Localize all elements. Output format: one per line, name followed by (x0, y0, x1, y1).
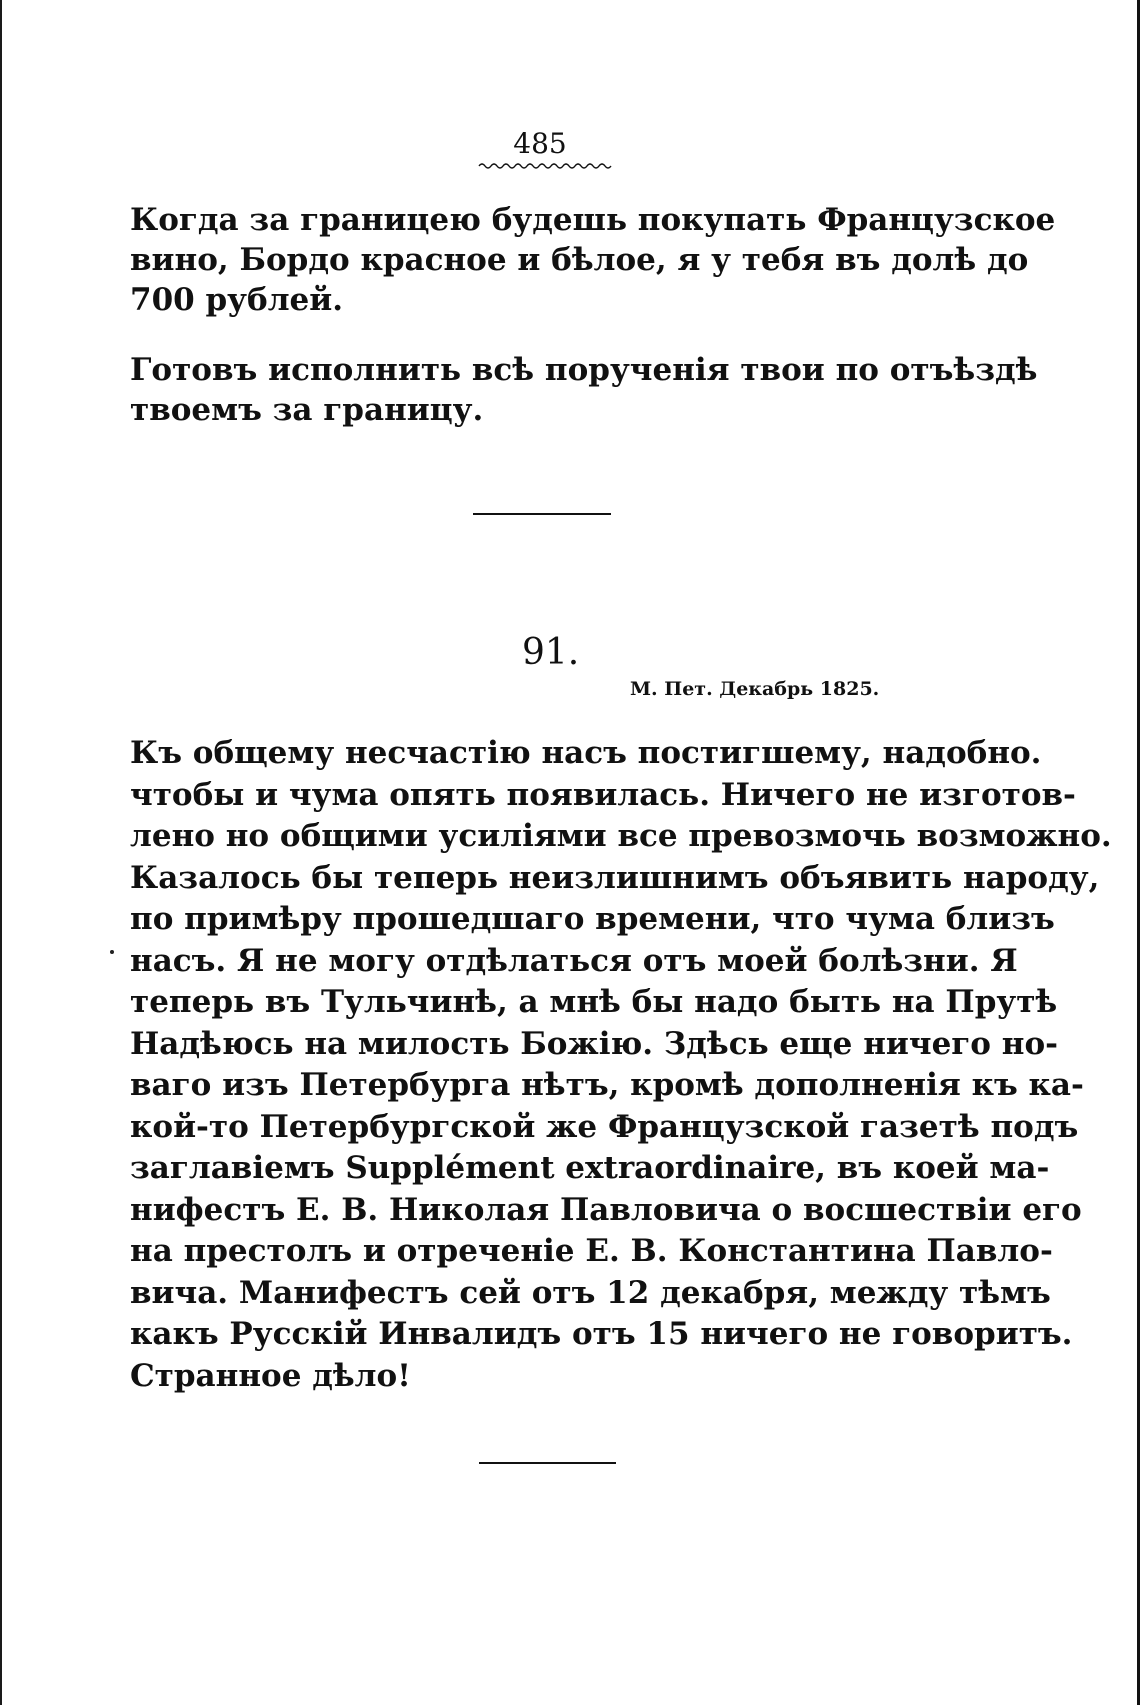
text-line: теперь въ Тульчинѣ, а мнѣ бы надо быть на Прутѣ (130, 984, 1058, 1020)
text-line: вино, Бордо красное и бѣлое, я у тебя въ долѣ до (130, 242, 1029, 278)
text-line: на престолъ и отреченіе Е. В. Константина Павло- (130, 1233, 1053, 1269)
letter-body (130, 733, 1112, 1397)
text-line: нифестъ Е. В. Николая Павловича о восшествіи его (130, 1191, 1082, 1228)
text-line: Когда за границею будешь покупать Французское (130, 202, 1056, 238)
section-divider-end (479, 1462, 616, 1464)
text-line: Готовъ исполнить всѣ порученія твои по отъѣздѣ (130, 352, 1038, 388)
text-line: 700 рублей. (130, 282, 344, 318)
text-line: ваго изъ Петербурга нѣтъ, кромѣ дополненія къ ка- (130, 1067, 1084, 1103)
text-line: Странное дѣло! (130, 1357, 411, 1394)
margin-mark (110, 950, 114, 954)
text-line: Надѣюсь на милость Божію. Здѣсь еще ничего но- (130, 1025, 1058, 1062)
text-line: кой-то Петербургской же Французской газетѣ подъ (130, 1108, 1079, 1145)
letter-dateline: М. Пет. Декабрь 1825. (630, 678, 880, 700)
text-line: Къ общему несчастію насъ постигшему, надобно. (130, 735, 1042, 771)
text-line: вича. Манифестъ сей отъ 12 декабря, между тѣмъ (130, 1274, 1051, 1311)
page-number: 485 (513, 127, 567, 160)
text-line: лено но общими усиліями все превозмочь возможно. (130, 818, 1112, 854)
page-number-wave-ornament (477, 160, 617, 170)
letter-number: 91. (522, 632, 580, 673)
paragraph-errands (130, 350, 1038, 430)
text-line: твоемъ за границу. (130, 392, 484, 428)
text-line: насъ. Я не могу отдѣлаться отъ моей болѣзни. Я (130, 942, 1018, 979)
section-divider (473, 513, 611, 515)
text-line: заглавіемъ Supplément extraordinaire, въ коей ма- (130, 1150, 1050, 1186)
scan-edge-left (0, 0, 2, 1705)
text-line: чтобы и чума опять появилась. Ничего не изготов- (130, 776, 1076, 813)
paragraph-wine (130, 200, 1056, 320)
text-line: какъ Русскій Инвалидъ отъ 15 ничего не говоритъ. (130, 1316, 1073, 1352)
text-line: по примѣру прошедшаго времени, что чума близъ (130, 901, 1055, 937)
text-line: Казалось бы теперь неизлишнимъ объявить народу, (130, 859, 1100, 896)
